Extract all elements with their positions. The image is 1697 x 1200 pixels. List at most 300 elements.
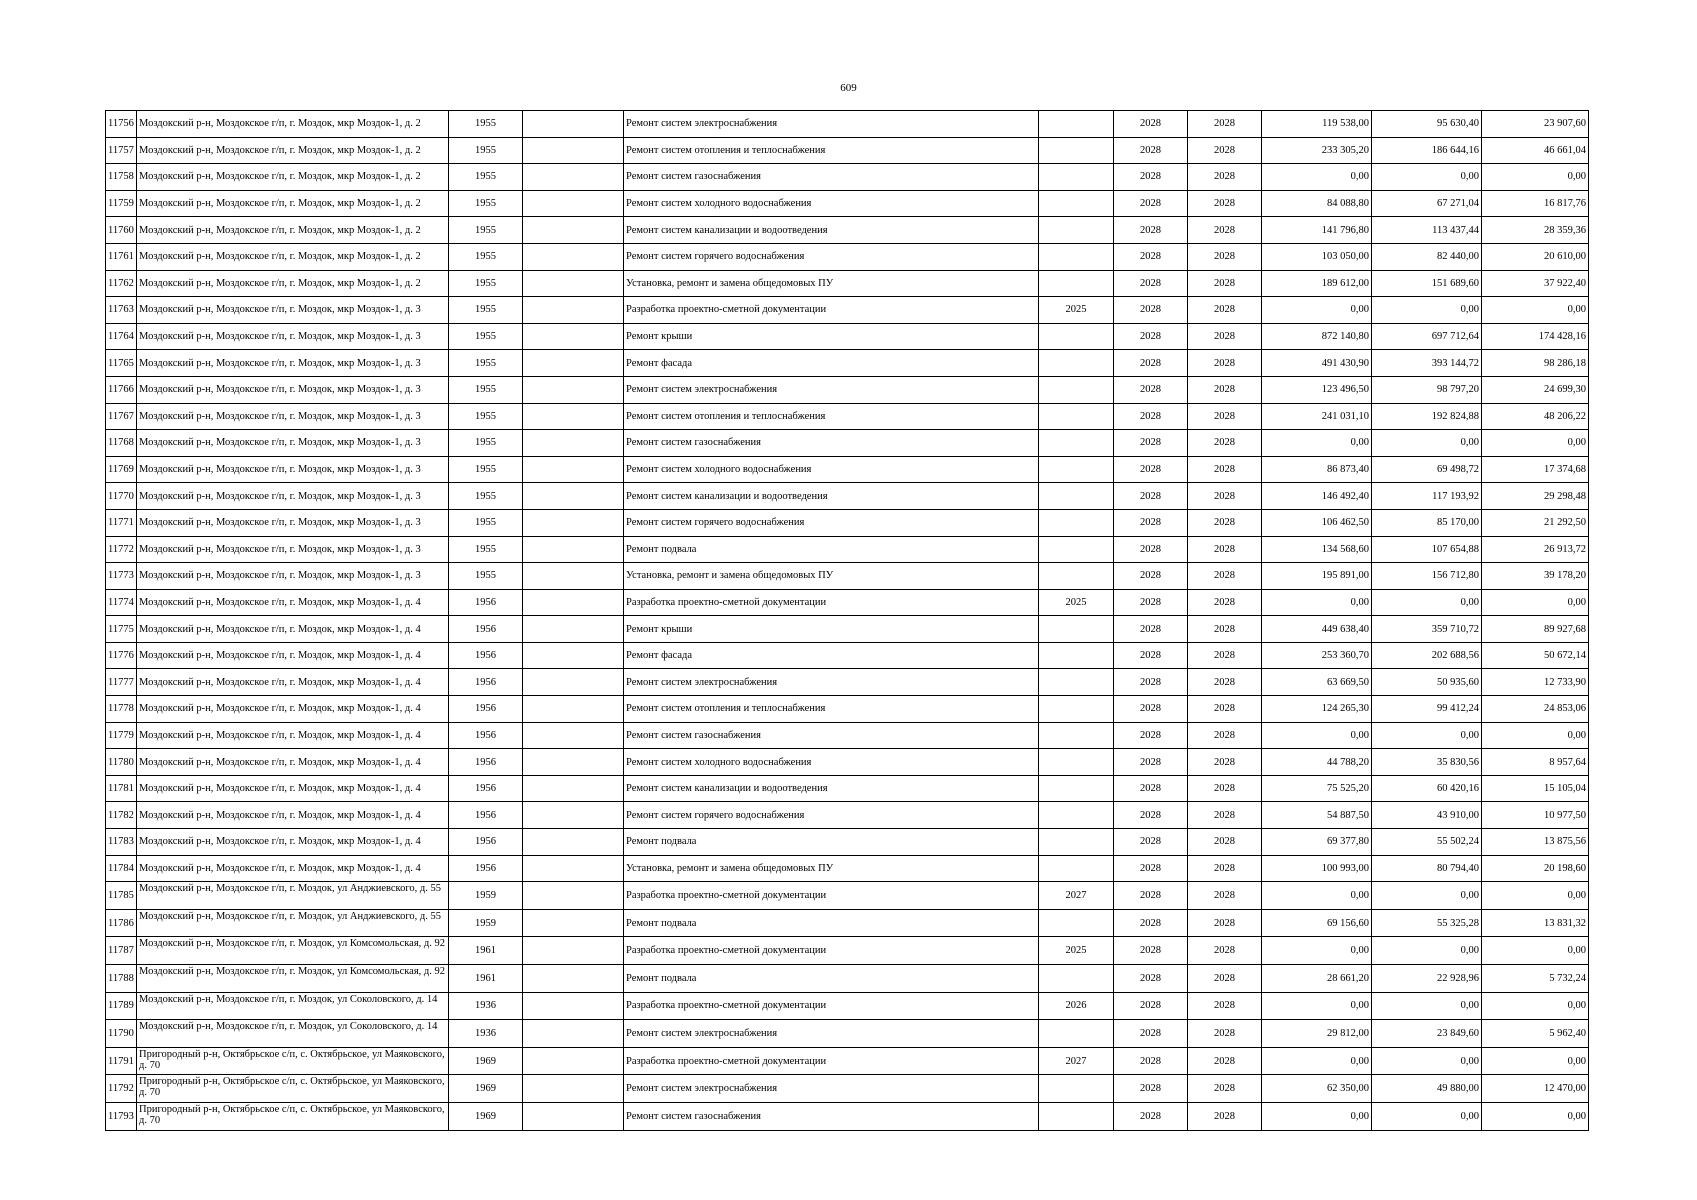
- row-number-cell: 11757: [106, 137, 137, 164]
- fund-cost-cell: 107 654,88: [1372, 536, 1482, 563]
- total-cost-cell: 491 430,90: [1262, 350, 1372, 377]
- start-year-cell: 2028: [1114, 111, 1188, 138]
- design-year-cell: [1039, 1020, 1114, 1048]
- start-year-cell: 2028: [1114, 1075, 1188, 1103]
- fund-cost-cell: 55 325,28: [1372, 909, 1482, 937]
- start-year-cell: 2028: [1114, 270, 1188, 297]
- fund-cost-cell: 43 910,00: [1372, 802, 1482, 829]
- work-type-cell: Ремонт систем горячего водоснабжения: [624, 243, 1039, 270]
- end-year-cell: 2028: [1188, 802, 1262, 829]
- owner-cost-cell: 39 178,20: [1482, 563, 1589, 590]
- table-row: [106, 669, 1589, 696]
- table-row: [106, 589, 1589, 616]
- build-year-cell: 1956: [449, 642, 523, 669]
- total-cost-cell: 84 088,80: [1262, 190, 1372, 217]
- row-number-cell: 11767: [106, 403, 137, 430]
- start-year-cell: 2028: [1114, 909, 1188, 937]
- address-cell: Моздокский р-н, Моздокское г/п, г. Моздок, мкр Моздок-1, д. 4: [137, 722, 449, 749]
- empty-cell: [523, 243, 624, 270]
- build-year-cell: 1969: [449, 1102, 523, 1130]
- end-year-cell: 2028: [1188, 1102, 1262, 1130]
- start-year-cell: 2028: [1114, 937, 1188, 965]
- empty-cell: [523, 350, 624, 377]
- build-year-cell: 1956: [449, 696, 523, 723]
- design-year-cell: [1039, 243, 1114, 270]
- row-number-cell: 11779: [106, 722, 137, 749]
- build-year-cell: 1955: [449, 164, 523, 191]
- owner-cost-cell: 0,00: [1482, 1047, 1589, 1075]
- owner-cost-cell: 0,00: [1482, 937, 1589, 965]
- build-year-cell: 1955: [449, 563, 523, 590]
- row-number-cell: 11776: [106, 642, 137, 669]
- end-year-cell: 2028: [1188, 350, 1262, 377]
- owner-cost-cell: 0,00: [1482, 297, 1589, 324]
- table-row: [106, 1020, 1589, 1048]
- start-year-cell: 2028: [1114, 616, 1188, 643]
- start-year-cell: 2028: [1114, 669, 1188, 696]
- start-year-cell: 2028: [1114, 775, 1188, 802]
- build-year-cell: 1956: [449, 669, 523, 696]
- owner-cost-cell: 0,00: [1482, 164, 1589, 191]
- end-year-cell: 2028: [1188, 536, 1262, 563]
- end-year-cell: 2028: [1188, 243, 1262, 270]
- start-year-cell: 2028: [1114, 190, 1188, 217]
- fund-cost-cell: 49 880,00: [1372, 1075, 1482, 1103]
- start-year-cell: 2028: [1114, 536, 1188, 563]
- address-cell: Моздокский р-н, Моздокское г/п, г. Моздок, мкр Моздок-1, д. 4: [137, 696, 449, 723]
- empty-cell: [523, 829, 624, 856]
- address-cell: Моздокский р-н, Моздокское г/п, г. Моздок, мкр Моздок-1, д. 3: [137, 536, 449, 563]
- table-row: [106, 802, 1589, 829]
- total-cost-cell: 0,00: [1262, 937, 1372, 965]
- empty-cell: [523, 164, 624, 191]
- owner-cost-cell: 20 610,00: [1482, 243, 1589, 270]
- design-year-cell: [1039, 696, 1114, 723]
- table-row: [106, 965, 1589, 993]
- total-cost-cell: 195 891,00: [1262, 563, 1372, 590]
- table-row: [106, 403, 1589, 430]
- owner-cost-cell: 0,00: [1482, 589, 1589, 616]
- start-year-cell: 2028: [1114, 992, 1188, 1020]
- start-year-cell: 2028: [1114, 749, 1188, 776]
- owner-cost-cell: 13 831,32: [1482, 909, 1589, 937]
- owner-cost-cell: 24 699,30: [1482, 376, 1589, 403]
- owner-cost-cell: 0,00: [1482, 882, 1589, 910]
- work-type-cell: Установка, ремонт и замена общедомовых ПУ: [624, 855, 1039, 882]
- build-year-cell: 1956: [449, 616, 523, 643]
- total-cost-cell: 0,00: [1262, 722, 1372, 749]
- empty-cell: [523, 965, 624, 993]
- work-type-cell: Ремонт систем электроснабжения: [624, 376, 1039, 403]
- total-cost-cell: 872 140,80: [1262, 323, 1372, 350]
- total-cost-cell: 449 638,40: [1262, 616, 1372, 643]
- design-year-cell: 2027: [1039, 1047, 1114, 1075]
- start-year-cell: 2028: [1114, 882, 1188, 910]
- work-type-cell: Разработка проектно-сметной документации: [624, 882, 1039, 910]
- empty-cell: [523, 563, 624, 590]
- fund-cost-cell: 0,00: [1372, 297, 1482, 324]
- total-cost-cell: 29 812,00: [1262, 1020, 1372, 1048]
- work-type-cell: Ремонт систем электроснабжения: [624, 1075, 1039, 1103]
- table-row: [106, 616, 1589, 643]
- table-row: [106, 855, 1589, 882]
- table-row: [106, 430, 1589, 457]
- fund-cost-cell: 156 712,80: [1372, 563, 1482, 590]
- owner-cost-cell: 10 977,50: [1482, 802, 1589, 829]
- total-cost-cell: 69 156,60: [1262, 909, 1372, 937]
- design-year-cell: [1039, 350, 1114, 377]
- address-cell: Моздокский р-н, Моздокское г/п, г. Моздок, мкр Моздок-1, д. 4: [137, 802, 449, 829]
- row-number-cell: 11781: [106, 775, 137, 802]
- design-year-cell: [1039, 855, 1114, 882]
- end-year-cell: 2028: [1188, 616, 1262, 643]
- fund-cost-cell: 202 688,56: [1372, 642, 1482, 669]
- build-year-cell: 1955: [449, 403, 523, 430]
- build-year-cell: 1969: [449, 1047, 523, 1075]
- empty-cell: [523, 403, 624, 430]
- design-year-cell: [1039, 509, 1114, 536]
- table-row: [106, 775, 1589, 802]
- total-cost-cell: 0,00: [1262, 882, 1372, 910]
- design-year-cell: [1039, 456, 1114, 483]
- table-row: [106, 270, 1589, 297]
- owner-cost-cell: 0,00: [1482, 992, 1589, 1020]
- empty-cell: [523, 775, 624, 802]
- build-year-cell: 1956: [449, 589, 523, 616]
- owner-cost-cell: 24 853,06: [1482, 696, 1589, 723]
- build-year-cell: 1955: [449, 111, 523, 138]
- owner-cost-cell: 29 298,48: [1482, 483, 1589, 510]
- start-year-cell: 2028: [1114, 829, 1188, 856]
- end-year-cell: 2028: [1188, 509, 1262, 536]
- address-cell: Моздокский р-н, Моздокское г/п, г. Моздок, мкр Моздок-1, д. 3: [137, 563, 449, 590]
- total-cost-cell: 75 525,20: [1262, 775, 1372, 802]
- end-year-cell: 2028: [1188, 403, 1262, 430]
- empty-cell: [523, 589, 624, 616]
- build-year-cell: 1955: [449, 456, 523, 483]
- design-year-cell: [1039, 483, 1114, 510]
- start-year-cell: 2028: [1114, 855, 1188, 882]
- empty-cell: [523, 323, 624, 350]
- address-cell: Моздокский р-н, Моздокское г/п, г. Моздок, ул Анджиевского, д. 55: [137, 909, 449, 937]
- work-type-cell: Ремонт крыши: [624, 616, 1039, 643]
- total-cost-cell: 28 661,20: [1262, 965, 1372, 993]
- address-cell: Моздокский р-н, Моздокское г/п, г. Моздок, ул Анджиевского, д. 55: [137, 882, 449, 910]
- empty-cell: [523, 430, 624, 457]
- row-number-cell: 11772: [106, 536, 137, 563]
- design-year-cell: [1039, 642, 1114, 669]
- design-year-cell: [1039, 217, 1114, 244]
- build-year-cell: 1959: [449, 909, 523, 937]
- design-year-cell: [1039, 909, 1114, 937]
- total-cost-cell: 146 492,40: [1262, 483, 1372, 510]
- table-row: [106, 483, 1589, 510]
- design-year-cell: [1039, 829, 1114, 856]
- total-cost-cell: 63 669,50: [1262, 669, 1372, 696]
- work-type-cell: Ремонт систем газоснабжения: [624, 1102, 1039, 1130]
- fund-cost-cell: 697 712,64: [1372, 323, 1482, 350]
- build-year-cell: 1955: [449, 509, 523, 536]
- design-year-cell: [1039, 1102, 1114, 1130]
- start-year-cell: 2028: [1114, 164, 1188, 191]
- start-year-cell: 2028: [1114, 1047, 1188, 1075]
- table-row: [106, 829, 1589, 856]
- work-type-cell: Ремонт подвала: [624, 536, 1039, 563]
- table-row: [106, 456, 1589, 483]
- address-cell: Моздокский р-н, Моздокское г/п, г. Моздок, мкр Моздок-1, д. 2: [137, 190, 449, 217]
- table-row: [106, 937, 1589, 965]
- total-cost-cell: 69 377,80: [1262, 829, 1372, 856]
- address-cell: Моздокский р-н, Моздокское г/п, г. Моздок, мкр Моздок-1, д. 3: [137, 323, 449, 350]
- row-number-cell: 11783: [106, 829, 137, 856]
- row-number-cell: 11764: [106, 323, 137, 350]
- end-year-cell: 2028: [1188, 855, 1262, 882]
- work-type-cell: Ремонт подвала: [624, 829, 1039, 856]
- total-cost-cell: 134 568,60: [1262, 536, 1372, 563]
- work-type-cell: Ремонт систем электроснабжения: [624, 111, 1039, 138]
- address-cell: Пригородный р-н, Октябрьское с/п, с. Октябрьское, ул Маяковского, д. 70: [137, 1102, 449, 1130]
- work-type-cell: Ремонт систем отопления и теплоснабжения: [624, 696, 1039, 723]
- total-cost-cell: 106 462,50: [1262, 509, 1372, 536]
- row-number-cell: 11775: [106, 616, 137, 643]
- owner-cost-cell: 12 733,90: [1482, 669, 1589, 696]
- work-type-cell: Ремонт подвала: [624, 909, 1039, 937]
- design-year-cell: [1039, 616, 1114, 643]
- fund-cost-cell: 82 440,00: [1372, 243, 1482, 270]
- fund-cost-cell: 35 830,56: [1372, 749, 1482, 776]
- design-year-cell: [1039, 164, 1114, 191]
- address-cell: Моздокский р-н, Моздокское г/п, г. Моздок, мкр Моздок-1, д. 3: [137, 297, 449, 324]
- design-year-cell: [1039, 270, 1114, 297]
- empty-cell: [523, 909, 624, 937]
- owner-cost-cell: 37 922,40: [1482, 270, 1589, 297]
- empty-cell: [523, 137, 624, 164]
- fund-cost-cell: 95 630,40: [1372, 111, 1482, 138]
- design-year-cell: [1039, 430, 1114, 457]
- build-year-cell: 1961: [449, 965, 523, 993]
- fund-cost-cell: 0,00: [1372, 722, 1482, 749]
- build-year-cell: 1956: [449, 829, 523, 856]
- fund-cost-cell: 0,00: [1372, 430, 1482, 457]
- address-cell: Пригородный р-н, Октябрьское с/п, с. Октябрьское, ул Маяковского, д. 70: [137, 1047, 449, 1075]
- row-number-cell: 11763: [106, 297, 137, 324]
- end-year-cell: 2028: [1188, 164, 1262, 191]
- work-type-cell: Разработка проектно-сметной документации: [624, 937, 1039, 965]
- design-year-cell: 2026: [1039, 992, 1114, 1020]
- build-year-cell: 1955: [449, 137, 523, 164]
- row-number-cell: 11758: [106, 164, 137, 191]
- row-number-cell: 11780: [106, 749, 137, 776]
- address-cell: Моздокский р-н, Моздокское г/п, г. Моздок, мкр Моздок-1, д. 2: [137, 270, 449, 297]
- design-year-cell: [1039, 536, 1114, 563]
- fund-cost-cell: 0,00: [1372, 992, 1482, 1020]
- total-cost-cell: 103 050,00: [1262, 243, 1372, 270]
- empty-cell: [523, 722, 624, 749]
- row-number-cell: 11774: [106, 589, 137, 616]
- start-year-cell: 2028: [1114, 456, 1188, 483]
- empty-cell: [523, 376, 624, 403]
- end-year-cell: 2028: [1188, 483, 1262, 510]
- design-year-cell: 2027: [1039, 882, 1114, 910]
- work-type-cell: Ремонт систем канализации и водоотведения: [624, 217, 1039, 244]
- build-year-cell: 1956: [449, 749, 523, 776]
- fund-cost-cell: 0,00: [1372, 882, 1482, 910]
- table-row: [106, 536, 1589, 563]
- fund-cost-cell: 0,00: [1372, 1102, 1482, 1130]
- row-number-cell: 11788: [106, 965, 137, 993]
- work-type-cell: Ремонт систем электроснабжения: [624, 669, 1039, 696]
- work-type-cell: Ремонт систем газоснабжения: [624, 722, 1039, 749]
- row-number-cell: 11759: [106, 190, 137, 217]
- design-year-cell: [1039, 563, 1114, 590]
- empty-cell: [523, 992, 624, 1020]
- table-row: [106, 722, 1589, 749]
- row-number-cell: 11784: [106, 855, 137, 882]
- table-row: [106, 642, 1589, 669]
- repair-program-table: [105, 110, 1589, 1131]
- end-year-cell: 2028: [1188, 111, 1262, 138]
- owner-cost-cell: 0,00: [1482, 1102, 1589, 1130]
- page-number: 609: [840, 82, 857, 94]
- row-number-cell: 11792: [106, 1075, 137, 1103]
- build-year-cell: 1955: [449, 536, 523, 563]
- empty-cell: [523, 855, 624, 882]
- row-number-cell: 11793: [106, 1102, 137, 1130]
- end-year-cell: 2028: [1188, 937, 1262, 965]
- fund-cost-cell: 55 502,24: [1372, 829, 1482, 856]
- total-cost-cell: 100 993,00: [1262, 855, 1372, 882]
- work-type-cell: Разработка проектно-сметной документации: [624, 589, 1039, 616]
- table-row: [106, 749, 1589, 776]
- table-row: [106, 243, 1589, 270]
- work-type-cell: Разработка проектно-сметной документации: [624, 297, 1039, 324]
- owner-cost-cell: 50 672,14: [1482, 642, 1589, 669]
- build-year-cell: 1955: [449, 270, 523, 297]
- fund-cost-cell: 359 710,72: [1372, 616, 1482, 643]
- empty-cell: [523, 509, 624, 536]
- start-year-cell: 2028: [1114, 137, 1188, 164]
- build-year-cell: 1955: [449, 217, 523, 244]
- owner-cost-cell: 16 817,76: [1482, 190, 1589, 217]
- address-cell: Моздокский р-н, Моздокское г/п, г. Моздок, ул Комсомольская, д. 92: [137, 937, 449, 965]
- row-number-cell: 11771: [106, 509, 137, 536]
- table-row: [106, 323, 1589, 350]
- address-cell: Моздокский р-н, Моздокское г/п, г. Моздок, ул Соколовского, д. 14: [137, 1020, 449, 1048]
- address-cell: Моздокский р-н, Моздокское г/п, г. Моздок, мкр Моздок-1, д. 4: [137, 669, 449, 696]
- owner-cost-cell: 46 661,04: [1482, 137, 1589, 164]
- work-type-cell: Ремонт систем электроснабжения: [624, 1020, 1039, 1048]
- design-year-cell: [1039, 376, 1114, 403]
- owner-cost-cell: 12 470,00: [1482, 1075, 1589, 1103]
- total-cost-cell: 0,00: [1262, 992, 1372, 1020]
- address-cell: Моздокский р-н, Моздокское г/п, г. Моздок, ул Комсомольская, д. 92: [137, 965, 449, 993]
- work-type-cell: Ремонт систем горячего водоснабжения: [624, 509, 1039, 536]
- empty-cell: [523, 190, 624, 217]
- empty-cell: [523, 1047, 624, 1075]
- work-type-cell: Ремонт фасада: [624, 350, 1039, 377]
- total-cost-cell: 0,00: [1262, 1047, 1372, 1075]
- empty-cell: [523, 483, 624, 510]
- empty-cell: [523, 536, 624, 563]
- owner-cost-cell: 20 198,60: [1482, 855, 1589, 882]
- total-cost-cell: 241 031,10: [1262, 403, 1372, 430]
- work-type-cell: Разработка проектно-сметной документации: [624, 1047, 1039, 1075]
- empty-cell: [523, 1020, 624, 1048]
- end-year-cell: 2028: [1188, 270, 1262, 297]
- row-number-cell: 11777: [106, 669, 137, 696]
- start-year-cell: 2028: [1114, 403, 1188, 430]
- build-year-cell: 1955: [449, 376, 523, 403]
- start-year-cell: 2028: [1114, 965, 1188, 993]
- fund-cost-cell: 117 193,92: [1372, 483, 1482, 510]
- work-type-cell: Ремонт крыши: [624, 323, 1039, 350]
- start-year-cell: 2028: [1114, 1102, 1188, 1130]
- owner-cost-cell: 8 957,64: [1482, 749, 1589, 776]
- empty-cell: [523, 456, 624, 483]
- row-number-cell: 11762: [106, 270, 137, 297]
- address-cell: Моздокский р-н, Моздокское г/п, г. Моздок, мкр Моздок-1, д. 4: [137, 775, 449, 802]
- build-year-cell: 1955: [449, 190, 523, 217]
- end-year-cell: 2028: [1188, 965, 1262, 993]
- end-year-cell: 2028: [1188, 749, 1262, 776]
- total-cost-cell: 0,00: [1262, 297, 1372, 324]
- build-year-cell: 1955: [449, 243, 523, 270]
- row-number-cell: 11770: [106, 483, 137, 510]
- table-body: [106, 111, 1589, 1131]
- start-year-cell: 2028: [1114, 376, 1188, 403]
- design-year-cell: [1039, 749, 1114, 776]
- fund-cost-cell: 0,00: [1372, 1047, 1482, 1075]
- design-year-cell: [1039, 965, 1114, 993]
- table-row: [106, 190, 1589, 217]
- table-row: [106, 164, 1589, 191]
- build-year-cell: 1961: [449, 937, 523, 965]
- build-year-cell: 1956: [449, 775, 523, 802]
- total-cost-cell: 253 360,70: [1262, 642, 1372, 669]
- empty-cell: [523, 111, 624, 138]
- total-cost-cell: 86 873,40: [1262, 456, 1372, 483]
- address-cell: Моздокский р-н, Моздокское г/п, г. Моздок, мкр Моздок-1, д. 3: [137, 430, 449, 457]
- owner-cost-cell: 48 206,22: [1482, 403, 1589, 430]
- end-year-cell: 2028: [1188, 696, 1262, 723]
- work-type-cell: Ремонт систем отопления и теплоснабжения: [624, 403, 1039, 430]
- table-row: [106, 563, 1589, 590]
- fund-cost-cell: 69 498,72: [1372, 456, 1482, 483]
- total-cost-cell: 44 788,20: [1262, 749, 1372, 776]
- total-cost-cell: 0,00: [1262, 589, 1372, 616]
- work-type-cell: Ремонт подвала: [624, 965, 1039, 993]
- total-cost-cell: 124 265,30: [1262, 696, 1372, 723]
- fund-cost-cell: 23 849,60: [1372, 1020, 1482, 1048]
- row-number-cell: 11769: [106, 456, 137, 483]
- address-cell: Моздокский р-н, Моздокское г/п, г. Моздок, мкр Моздок-1, д. 3: [137, 456, 449, 483]
- row-number-cell: 11778: [106, 696, 137, 723]
- build-year-cell: 1955: [449, 323, 523, 350]
- design-year-cell: [1039, 190, 1114, 217]
- table-row: [106, 1075, 1589, 1103]
- work-type-cell: Ремонт фасада: [624, 642, 1039, 669]
- table-row: [106, 217, 1589, 244]
- fund-cost-cell: 85 170,00: [1372, 509, 1482, 536]
- end-year-cell: 2028: [1188, 589, 1262, 616]
- start-year-cell: 2028: [1114, 297, 1188, 324]
- start-year-cell: 2028: [1114, 483, 1188, 510]
- empty-cell: [523, 937, 624, 965]
- owner-cost-cell: 15 105,04: [1482, 775, 1589, 802]
- start-year-cell: 2028: [1114, 802, 1188, 829]
- total-cost-cell: 189 612,00: [1262, 270, 1372, 297]
- table-row: [106, 696, 1589, 723]
